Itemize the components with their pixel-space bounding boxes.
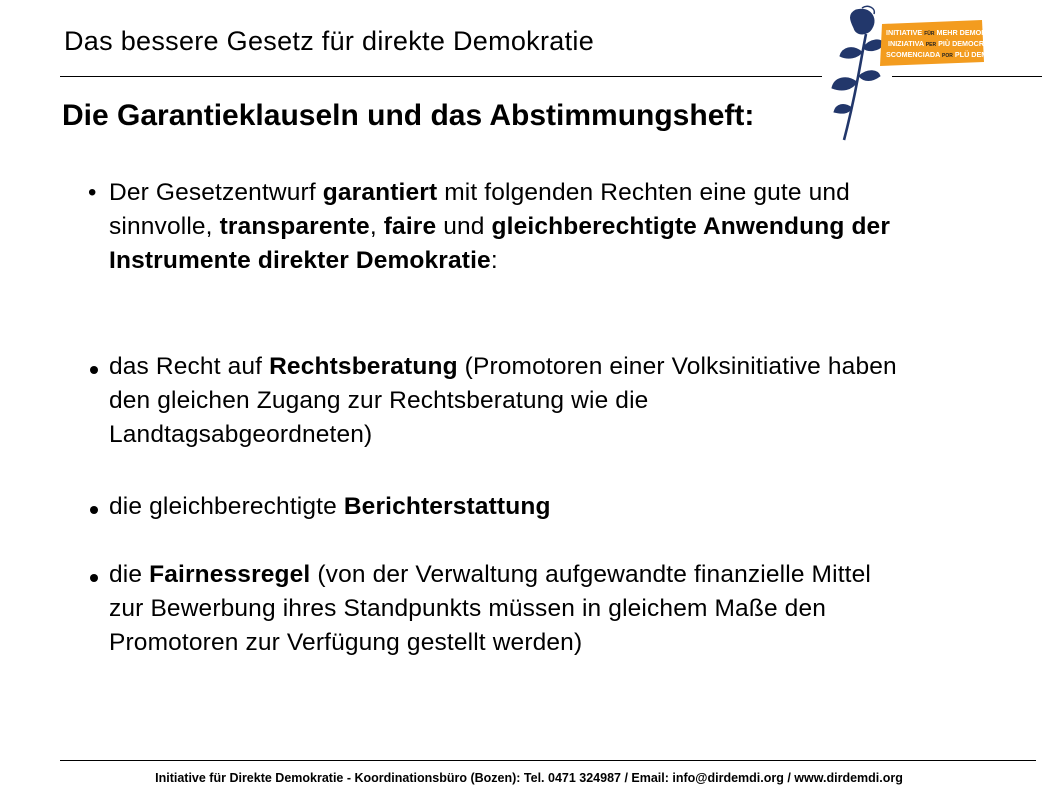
intro-paragraph [109, 176, 909, 278]
intro-text: und [436, 213, 492, 240]
bullet-text: das Recht auf [109, 353, 270, 380]
intro-text: : [490, 247, 498, 274]
bullet-text: (von der Verwaltung aufgewandte finanzielle Mittel zur Bewerbung ihres Standpunkts müssen in gleichem Maße den Promotoren zur Verfügung gestellt werden) [109, 561, 871, 656]
bullet-text: (Promotoren einer Volksinitiative haben den gleichen Zugang zur Rechtsberatung wie die Landtagsabgeordneten) [109, 353, 897, 448]
bullet-text: die [109, 561, 150, 588]
intro-text: mit folgenden Rechten eine gute und sinnvolle, [109, 179, 850, 240]
intro-bold: gleichberechtigte Anwendung der Instrumente direkter Demokratie [109, 213, 891, 274]
rose-icon [832, 6, 884, 140]
header-divider [60, 76, 822, 77]
header-title: Das bessere Gesetz für direkte Demokratie [64, 26, 595, 56]
logo [826, 4, 1020, 144]
bullet-item-fairnessregel [109, 558, 909, 660]
bullet-disc-icon [90, 506, 98, 514]
logo-line-2: INIZIATIVA PER PIÙ DEMOCRAZIA [888, 39, 1001, 48]
logo-line-1: INITIATIVE FÜR MEHR DEMOKRATIE [886, 28, 1008, 37]
intro-bold: transparente [219, 213, 370, 240]
bullet-dot-icon: • [88, 179, 97, 206]
intro-text: Der Gesetzentwurf [109, 179, 323, 206]
bullet-bold: Rechtsberatung [269, 353, 458, 380]
bullet-disc-icon [90, 366, 98, 374]
bullet-item-berichterstattung [109, 490, 909, 524]
bullet-text: die gleichberechtigte [109, 493, 344, 520]
intro-bold: faire [383, 213, 437, 240]
intro-bold: garantiert [322, 179, 438, 206]
logo-line-3: SCOMENCIADA POR PLÜ DEMOCRAZIA [886, 50, 1020, 59]
intro-text: , [369, 213, 384, 240]
footer-divider [60, 760, 1036, 761]
bullet-bold: Fairnessregel [149, 561, 311, 588]
bullet-disc-icon [90, 574, 98, 582]
slide-title: Die Garantieklauseln und das Abstimmungsheft: [62, 99, 755, 132]
footer-contact: Initiative für Direkte Demokratie - Koordinationsbüro (Bozen): Tel. 0471 324987 / Email: info@dirdemdi.org / www.dirdemdi.org [155, 771, 903, 785]
logo-banner [880, 20, 1020, 66]
bullet-item-rechtsberatung [109, 350, 909, 452]
bullet-bold: Berichterstattung [343, 493, 551, 520]
